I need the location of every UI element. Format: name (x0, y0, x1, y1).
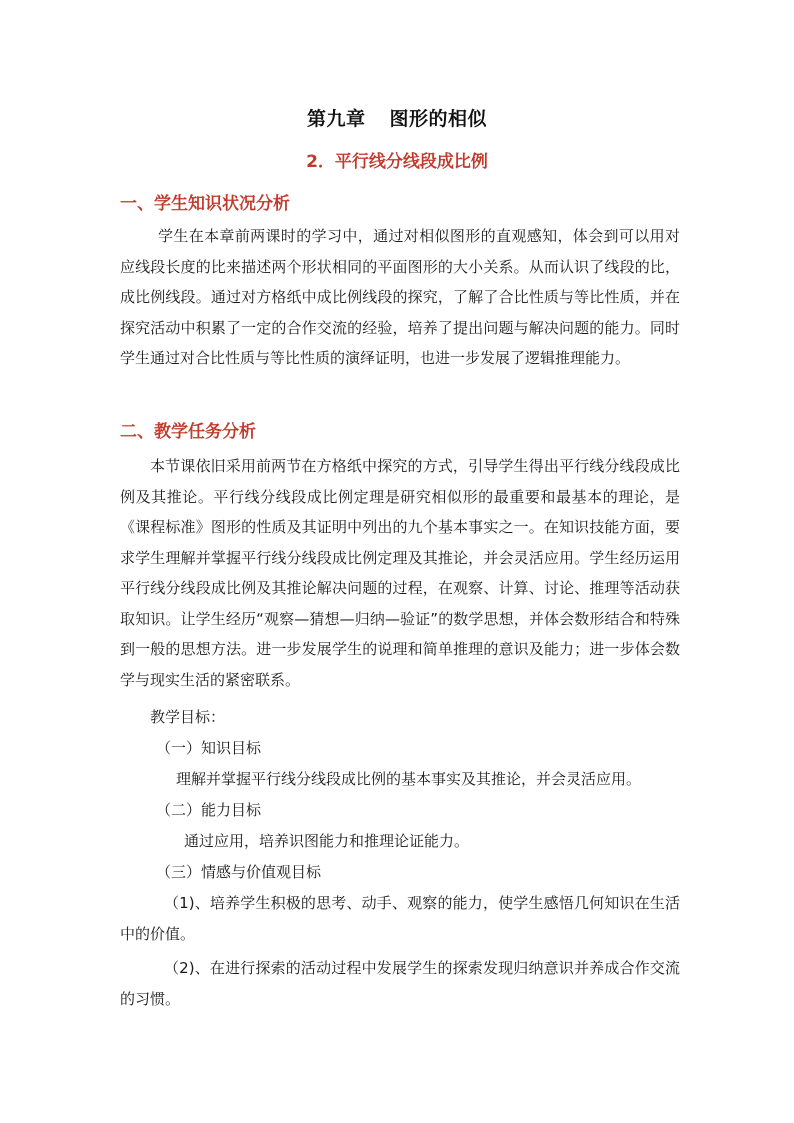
chapter-title (0, 104, 794, 131)
knowledge-objective-text: 理解并掌握平行线分线段成比例的基本事实及其推论，并会灵活应用。 (176, 770, 642, 788)
section-heading-task-analysis: 二、教学任务分析 (120, 422, 256, 442)
chapter-name: 图形的相似 (389, 108, 488, 130)
lesson-title: 2．平行线分线段成比例 (306, 152, 488, 172)
emotion-objective-item-1: （1)、培养学生积极的思考、动手、观察的能力，使学生感悟几何知识在生活中的价值。 (120, 894, 680, 943)
objectives-label: 教学目标： (150, 708, 226, 726)
section-heading-student-analysis: 一、学生知识状况分析 (120, 194, 290, 214)
paragraph-student-analysis: 学生在本章前两课时的学习中，通过对相似图形的直观感知，体会到可以用对应线段长度的比来描述两个形状相同的平面图形的大小关系。从而认识了线段的比，成比例线段。通过对方格纸中成比例线段的探究，了解了合比性质与等比性质，并在探究活动中积累了一定的合作交流的经验，培养了提出问题与解决问题的能力。同时学生通过对合比性质与等比性质的演绎证明，也进一步发展了逻辑推理能力。 (120, 227, 680, 367)
paragraph-task-analysis: 本节课依旧采用前两节在方格纸中探究的方式，引导学生得出平行线分线段成比例及其推论。平行线分线段成比例定理是研究相似形的最重要和最基本的理论，是《课程标准》图形的性质及其证明中列出的九个基本事实之一。在知识技能方面，要求学生理解并掌握平行线分线段成比例定理及其推论，并会灵活应用。学生经历运用平行线分线段成比例及其推论解决问题的过程，在观察、计算、讨论、推理等活动获取知识。让学生经历“观察—猜想—归纳—验证”的数学思想，并体会数形结合和特殊到一般的思想方法。进一步发展学生的说理和简单推理的意识及能力；进一步体会数学与现实生活的紧密联系。 (120, 457, 680, 689)
knowledge-objective-heading: （一）知识目标 (156, 739, 262, 757)
ability-objective-heading: （二）能力目标 (156, 801, 262, 819)
ability-objective-text: 通过应用，培养识图能力和推理论证能力。 (184, 832, 470, 850)
emotion-objective-heading: （三）情感与价值观目标 (156, 863, 322, 881)
chapter-label: 第九章 (306, 108, 366, 130)
emotion-objective-item-2: （2)、在进行探索的活动过程中发展学生的探索发现归纳意识并养成合作交流的习惯。 (120, 959, 680, 1008)
